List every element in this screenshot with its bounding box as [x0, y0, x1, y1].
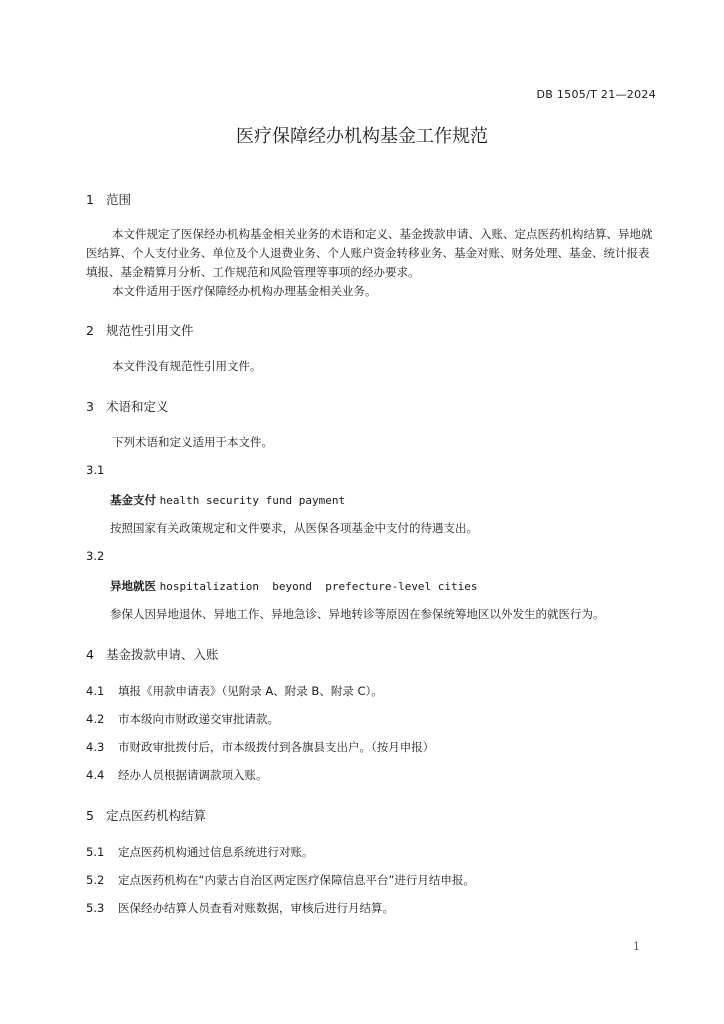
clause-5-3 [86, 900, 394, 916]
clause-number: 5.3 [86, 901, 105, 915]
section-4-heading [86, 645, 219, 663]
page-number: 1 [633, 940, 640, 953]
clause-text: 填报《用款申请表》（见附录 A、附录 B、附录 C）。 [118, 684, 383, 698]
term-3-1-entry [110, 492, 345, 508]
clause-4-4 [86, 767, 268, 783]
section-title: 定点医药机构结算 [106, 808, 207, 823]
term-3-2-entry [110, 578, 478, 594]
section-2-paragraph-1: 本文件没有规范性引用文件。 [112, 359, 262, 373]
section-title: 基金拨款申请、入账 [106, 647, 219, 662]
clause-number: 5.1 [86, 845, 105, 859]
section-title: 规范性引用文件 [106, 323, 194, 338]
section-5-heading [86, 806, 206, 824]
section-1-paragraph-2: 本文件适用于医疗保障经办机构办理基金相关业务。 [112, 284, 377, 298]
clause-text: 市本级向市财政递交审批请款。 [118, 712, 279, 726]
clause-text: 医保经办结算人员查看对账数据，审核后进行月结算。 [118, 901, 394, 915]
clause-text: 定点医药机构在“内蒙古自治区两定医疗保障信息平台”进行月结申报。 [118, 873, 475, 887]
clause-4-2 [86, 711, 279, 727]
section-3-heading [86, 397, 169, 415]
section-title: 术语和定义 [106, 399, 169, 414]
clause-text: 定点医药机构通过信息系统进行对账。 [118, 845, 314, 859]
section-title: 范围 [106, 192, 132, 207]
section-number: 3 [86, 399, 94, 414]
term-english: hospitalization beyond prefecture-level cities [159, 580, 478, 593]
term-chinese: 基金支付 [110, 493, 156, 507]
section-number: 2 [86, 323, 94, 338]
clause-number: 5.2 [86, 873, 105, 887]
section-3-paragraph-1: 下列术语和定义适用于本文件。 [112, 435, 273, 449]
clause-number: 4.3 [86, 740, 105, 754]
term-3-2-number: 3.2 [86, 549, 105, 563]
term-3-2-definition: 参保人因异地退休、异地工作、异地急诊、异地转诊等原因在参保统筹地区以外发生的就医行为。 [110, 607, 605, 621]
clause-number: 4.2 [86, 712, 105, 726]
clause-number: 4.1 [86, 684, 105, 698]
clause-5-2 [86, 872, 475, 888]
term-3-1-number: 3.1 [86, 463, 105, 477]
clause-5-1 [86, 844, 314, 860]
document-number: DB 1505/T 21—2024 [536, 88, 656, 101]
term-english: health security fund payment [159, 494, 346, 507]
document-title: 医疗保障经办机构基金工作规范 [236, 126, 488, 147]
section-number: 5 [86, 808, 94, 823]
term-chinese: 异地就医 [110, 579, 156, 593]
clause-text: 市财政审批拨付后，市本级拨付到各旗县支出户。（按月申报） [118, 740, 435, 754]
section-2-heading [86, 321, 194, 339]
clause-number: 4.4 [86, 768, 105, 782]
section-1-heading [86, 190, 131, 208]
clause-4-3 [86, 739, 434, 755]
section-number: 1 [86, 192, 94, 207]
section-number: 4 [86, 647, 94, 662]
section-1-paragraph-1: 本文件规定了医保经办机构基金相关业务的术语和定义、基金拨款申请、入账、定点医药机构结算、异地就医结算、个人支付业务、单位及个人退费业务、个人账户资金转移业务、基金对账、财务处理、基金、统计报表填报、基金精算月分析、工作规范和风险管理等事项的经办要求。 [86, 227, 653, 279]
clause-4-1 [86, 683, 383, 699]
clause-text: 经办人员根据请调款项入账。 [118, 768, 268, 782]
term-3-1-definition: 按照国家有关政策规定和文件要求，从医保各项基金中支付的待遇支出。 [110, 521, 478, 535]
